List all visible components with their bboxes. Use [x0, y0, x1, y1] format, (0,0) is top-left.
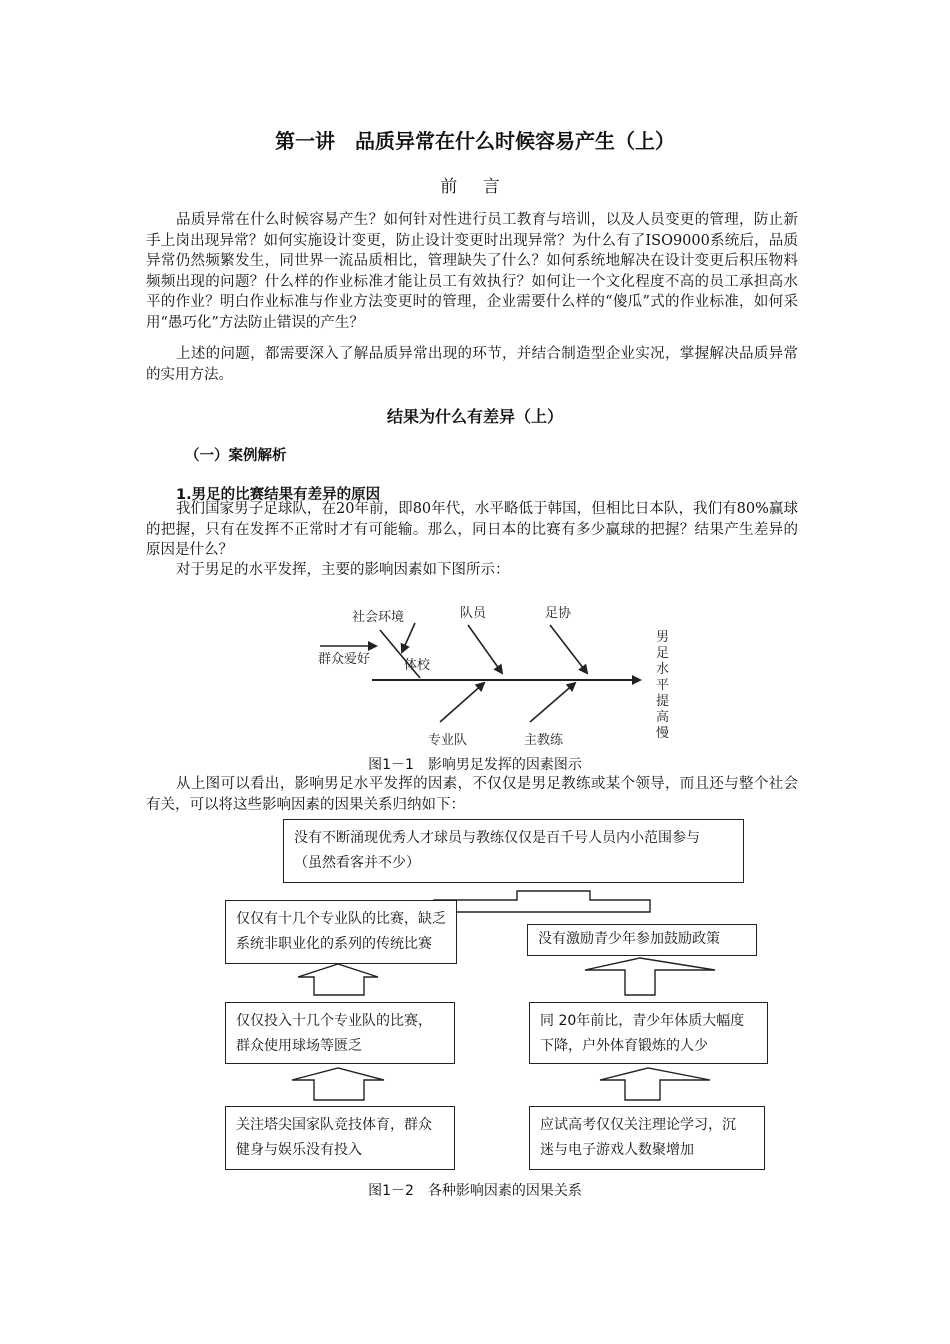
box-left-1: 仅仅有十几个专业队的比赛，缺乏 系统非职业化的系列的传统比赛	[225, 900, 457, 964]
svg-text:慢: 慢	[656, 726, 670, 741]
svg-text:高: 高	[656, 710, 670, 725]
svg-text:平: 平	[656, 678, 670, 693]
preface-paragraph-1: 品质异常在什么时候容易产生？如何针对性进行员工教育与培训，以及人员变更的管理，防止新手上岗出现异常？如何实施设计变更，防止设计变更时出现异常？为什么有了ISO9000系统后，品质异常仍然频繁发生，同世界一流品质相比，管理缺失了什么？如何系统地解决在设计变更后积压物料频频出现的问题？什么样的作业标准才能让员工有效执行？如何让一个文化程度不高的员工承担高水平的作业？明白作业标准与作业方法变更时的管理，企业需要什么样的“傻瓜”式的作业标准，如何采用“愚巧化”方法防止错误的产生？	[146, 212, 798, 331]
after-figure-paragraph: 从上图可以看出，影响男足水平发挥的因素，不仅仅是男足教练或某个领导，而且还与整个社会有关，可以将这些影响因素的因果关系归纳如下：	[146, 776, 798, 813]
label-school: 体校	[404, 658, 431, 673]
bone-pro-team	[440, 683, 484, 722]
svg-text:男: 男	[656, 630, 670, 645]
box-top: 没有不断涌现优秀人才球员与教练仅仅是百千号人员内小范围参与 （虽然看客并不少）	[283, 819, 744, 883]
svg-text:足: 足	[656, 646, 670, 661]
case-paragraph-1: 我们国家男子足球队，在20年前，即80年代，水平略低于韩国，但相比日本队，我们有80%赢球的把握，只有在发挥不正常时才有可能输。那么，同日本的比赛有多少赢球的把握？结果产生差异的原因是什么？	[146, 501, 798, 559]
box-left-3: 关注塔尖国家队竞技体育，群众 健身与娱乐没有投入	[225, 1106, 455, 1170]
section-heading: 结果为什么有差异（上）	[386, 407, 563, 426]
label-association: 足协	[545, 606, 572, 621]
preface-heading: 前 言	[440, 177, 510, 197]
case-paragraph-2: 对于男足的水平发挥，主要的影响因素如下图所示：	[176, 562, 510, 578]
bone-association	[550, 625, 587, 673]
bone-coach	[530, 683, 575, 722]
svg-text:提: 提	[656, 694, 670, 709]
arrow-left-2	[292, 1068, 384, 1100]
arrow-right-2	[600, 1068, 710, 1100]
bone-players	[468, 625, 502, 673]
bone-social-arrow	[402, 623, 415, 652]
box-right-2: 同 20年前比，青少年体质大幅度 下降，户外体育锻炼的人少	[529, 1002, 768, 1064]
figure2-caption: 图1－2 各种影响因素的因果关系	[368, 1183, 582, 1199]
subsection-heading: （一）案例解析	[185, 448, 287, 464]
label-coach: 主教练	[524, 733, 564, 748]
svg-text:水: 水	[656, 662, 670, 677]
label-pro-team: 专业队	[428, 733, 468, 748]
box-right-1: 没有激励青少年参加鼓励政策	[527, 924, 757, 956]
page-title: 第一讲 品质异常在什么时候容易产生（上）	[275, 129, 675, 153]
label-social: 社会环境	[352, 610, 405, 625]
box-right-3: 应试高考仅仅关注理论学习，沉 迷与电子游戏人数聚增加	[529, 1106, 765, 1170]
label-players: 队员	[460, 606, 487, 621]
box-left-2: 仅仅投入十几个专业队的比赛， 群众使用球场等匮乏	[225, 1002, 455, 1064]
arrow-top	[434, 891, 650, 912]
arrow-right-1	[585, 958, 715, 995]
preface-paragraph-2: 上述的问题，都需要深入了解品质异常出现的环节，并结合制造型企业实况，掌握解决品质异常的实用方法。	[146, 346, 798, 383]
label-public: 群众爱好	[318, 652, 371, 667]
arrow-left-1	[298, 964, 378, 995]
figure1-caption: 图1－1 影响男足发挥的因素图示	[368, 757, 582, 773]
result-label	[656, 630, 669, 741]
case-heading: 1.男足的比赛结果有差异的原因	[176, 487, 381, 503]
